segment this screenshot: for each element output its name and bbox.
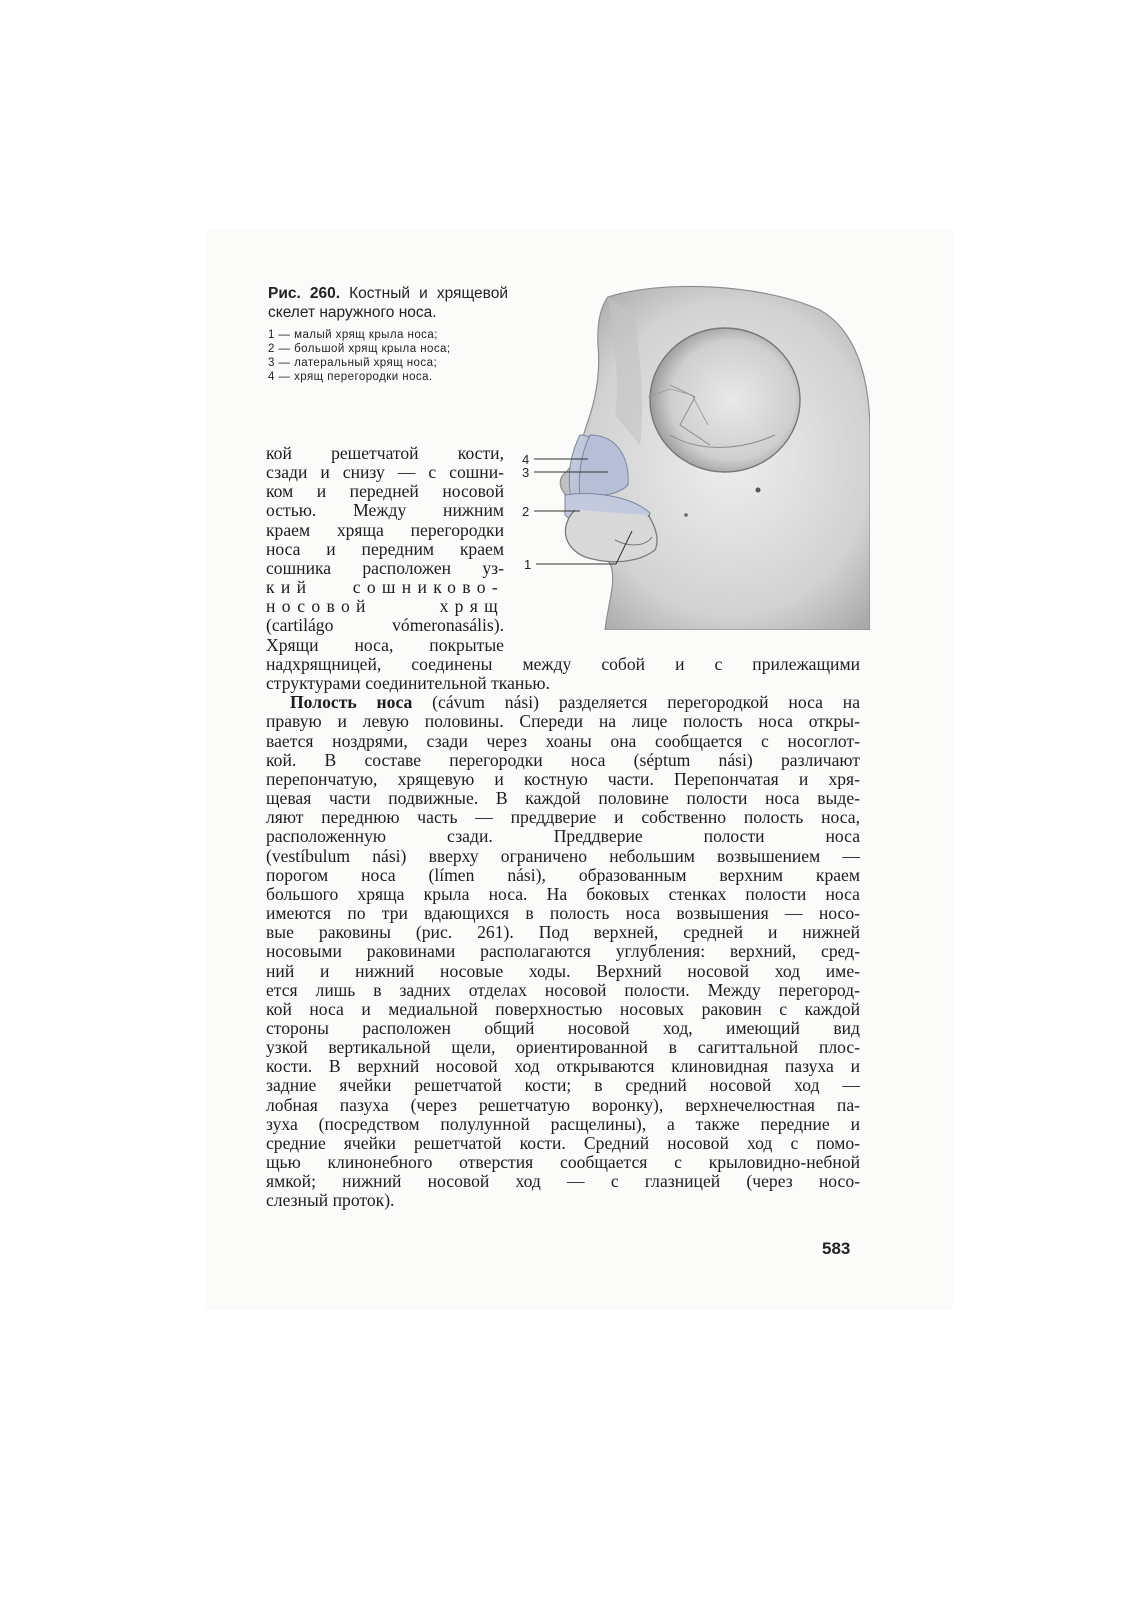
text-line: вые раковины (рис. 261). Под верхней, средней и нижней: [266, 922, 860, 943]
figure-label-2: 2: [522, 504, 530, 519]
text-line: кой решетчатой кости,: [266, 443, 504, 463]
figure-caption-title: [268, 284, 508, 322]
nose-ala: [565, 510, 657, 562]
figure-number: Рис. 260.: [268, 285, 341, 302]
text-line: имеются по три вдающихся в полость носа возвышения — носо-: [266, 903, 860, 924]
body-text-narrow: [266, 444, 504, 655]
text-line: сзади и снизу — с сошни-: [266, 462, 504, 483]
text-line: ется лишь в задних отделах носовой полости. Между перегород-: [266, 979, 860, 1000]
text-line: кой носа и медиальной поверхностью носовых раковин с каждой: [266, 998, 860, 1019]
text-line: щью клинонебного отверстия сообщается с крыловидно-небной: [266, 1152, 860, 1173]
text-line: правую и левую половины. Спереди на лице полость носа откры-: [266, 711, 860, 732]
text-line: краем хряща перегородки: [266, 519, 504, 540]
text-line: кой. В составе перегородки носа (séptum nási) различают: [266, 749, 860, 770]
figure-caption: [268, 284, 508, 384]
text-line: задние ячейки решетчатой кости; в средний носовой ход —: [266, 1075, 860, 1096]
section-term: Полость носа: [290, 692, 413, 713]
figure-legend: [268, 328, 508, 384]
text-line: (vestíbulum nási) вверху ограничено небольшим возвышением —: [266, 845, 860, 866]
text-line: кости. В верхний носовой ход открываются клиновидная пазуха и: [266, 1056, 860, 1077]
orbit: [650, 328, 800, 472]
text-line: стороны расположен общий носовой ход, имеющий вид: [266, 1017, 860, 1038]
figure-label-3: 3: [522, 465, 530, 480]
text-line: большого хряща крыла носа. На боковых стенках полости носа: [266, 883, 860, 904]
figure-title: Костный и хрящевой скелет наружного носа.: [268, 285, 508, 321]
page-number: 583: [822, 1239, 851, 1258]
text-line: ком и передней носовой: [266, 481, 504, 502]
nose-skeleton-illustration: [520, 285, 870, 630]
text-line: расположенную сзади. Преддверие полости носа: [266, 826, 860, 847]
text-line: Хрящи носа, покрытые: [266, 634, 504, 655]
text-line: носовыми раковинами располагаются углубления: верхний, сред-: [266, 941, 860, 962]
text-line: остью. Между нижним: [266, 500, 504, 521]
figure-label-1: 1: [524, 557, 532, 572]
legend-item: 3 — латеральный хрящ носа;: [268, 357, 438, 369]
text-line: ямкой; нижний носовой ход — с глазницей (через носо-: [266, 1171, 860, 1192]
text-line: надхрящницей, соединены между собой и с прилежащими: [266, 654, 860, 674]
text-line: лобная пазуха (через решетчатую воронку), верхнечелюстная па-: [266, 1094, 860, 1115]
text-line: (cartilágo vómeronasális).: [266, 615, 504, 636]
legend-item: 2 — большой хрящ крыла носа;: [268, 343, 451, 355]
text-line: слезный проток).: [266, 1190, 395, 1211]
text-line: структурами соединительной тканью.: [266, 673, 550, 694]
figure-label-4: 4: [522, 452, 530, 467]
text-line: сошника расположен уз-: [266, 557, 504, 578]
text-line: средние ячейки решетчатой кости. Средний носовой ход с помо-: [266, 1132, 860, 1153]
text-line: зуха (посредством полулунной расщелины), а также передние и: [266, 1113, 860, 1134]
text-line: вается ноздрями, сзади через хоаны она сообщается с носоглот-: [266, 730, 860, 751]
text-line: узкой вертикальной щели, ориентированной в сагиттальной плос-: [266, 1037, 860, 1058]
text-line: кий сошниково-: [266, 577, 504, 598]
body-text-main: [266, 655, 860, 1211]
legend-item: 1 — малый хрящ крыла носа;: [268, 329, 438, 341]
text-line: ний и нижний носовые ходы. Верхний носовой ход име-: [266, 960, 860, 981]
text-line: носовой хрящ: [266, 596, 504, 617]
legend-item: 4 — хрящ перегородки носа.: [268, 371, 433, 383]
text-line: носа и передним краем: [266, 538, 504, 559]
text-line: щевая части подвижные. В каждой половине полости носа выде-: [266, 788, 860, 809]
text-line: перепончатую, хрящевую и костную части. Перепончатая и хря-: [266, 768, 860, 789]
text-line: ляют переднюю часть — преддверие и собственно полость носа,: [266, 807, 860, 828]
text-line: порогом носа (límen nási), образованным верхним краем: [266, 864, 860, 885]
section-heading-line: Полость носа (cávum nási) разделяется перегородкой носа на: [290, 692, 860, 713]
